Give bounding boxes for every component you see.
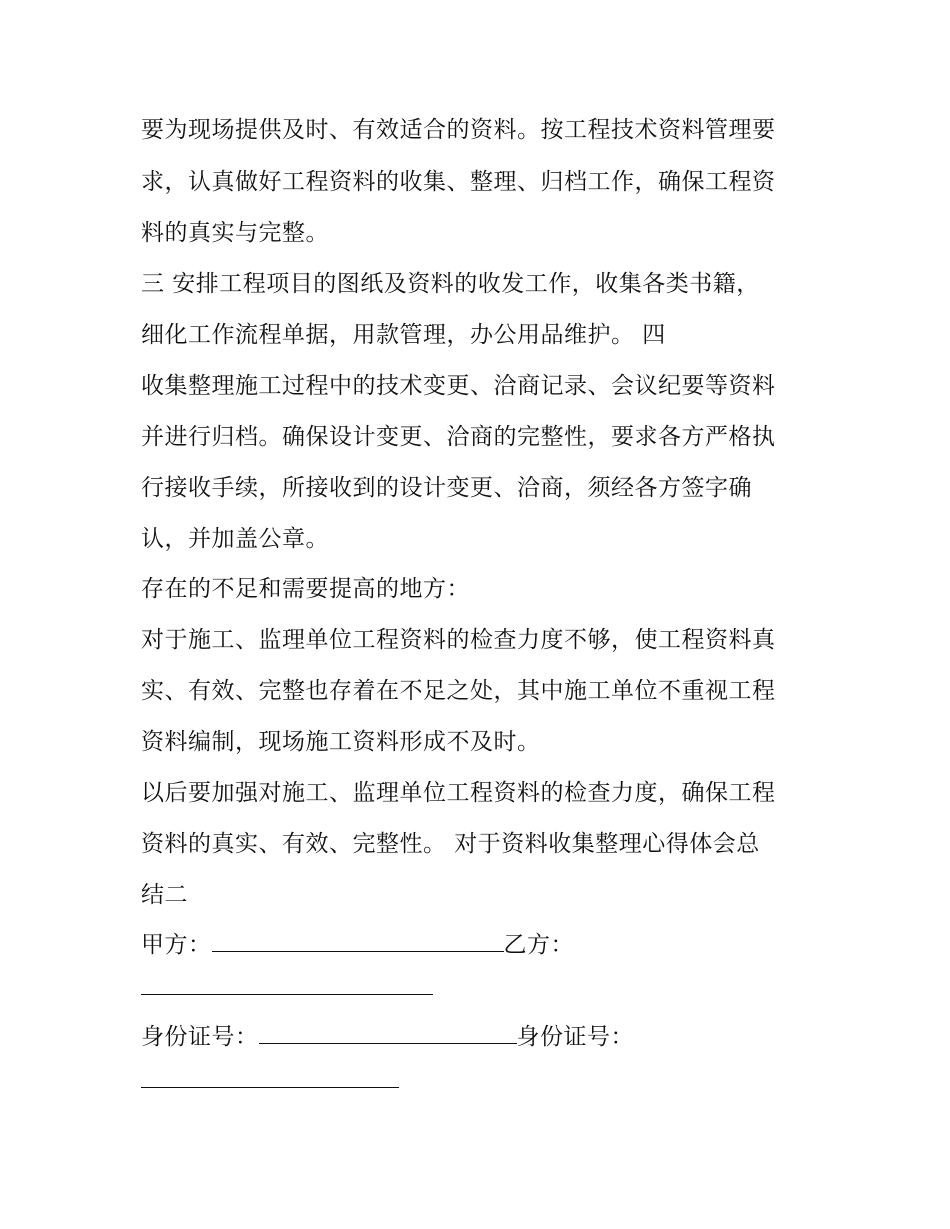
body-text-line: 三 安排工程项目的图纸及资料的收发工作，收集各类书籍， [141, 271, 760, 297]
body-text-line: 行接收手续，所接收到的设计变更、洽商，须经各方签字确 [141, 475, 752, 501]
body-text-line: 认，并加盖公章。 [141, 526, 329, 552]
body-text-line: 实、有效、完整也存着在不足之处，其中施工单位不重视工程 [141, 678, 776, 704]
id-a-blank[interactable] [259, 1023, 517, 1044]
body-text-line: 料的真实与完整。 [141, 220, 329, 246]
body-text-line: 结二 [141, 882, 188, 908]
id-b-label: 身份证号： [516, 1024, 634, 1050]
party-a-label: 甲方： [141, 932, 212, 958]
section-heading: 存在的不足和需要提高的地方： [141, 576, 470, 602]
body-text-line: 并进行归档。确保设计变更、洽商的完整性，要求各方严格执 [141, 424, 776, 450]
party-b-label: 乙方： [503, 932, 574, 958]
party-a-blank[interactable] [212, 931, 504, 952]
body-text-line: 求，认真做好工程资料的收集、整理、归档工作，确保工程资 [141, 169, 776, 195]
body-text-line: 对于施工、监理单位工程资料的检查力度不够，使工程资料真 [141, 627, 776, 653]
body-text-line: 资料编制，现场施工资料形成不及时。 [141, 729, 541, 755]
party-b-blank[interactable] [141, 994, 433, 995]
id-number-line [141, 1022, 634, 1052]
body-text-line: 以后要加强对施工、监理单位工程资料的检查力度，确保工程 [141, 780, 776, 806]
id-a-label: 身份证号： [141, 1024, 259, 1050]
body-text-line: 资料的真实、有效、完整性。 对于资料收集整理心得体会总 [141, 831, 760, 857]
body-text-line: 细化工作流程单据，用款管理，办公用品维护。 四 [141, 322, 666, 348]
body-text-line: 收集整理施工过程中的技术变更、洽商记录、会议纪要等资料 [141, 373, 776, 399]
party-line [141, 930, 574, 960]
body-text-line: 要为现场提供及时、有效适合的资料。按工程技术资料管理要 [141, 117, 776, 143]
id-b-blank[interactable] [141, 1087, 399, 1088]
